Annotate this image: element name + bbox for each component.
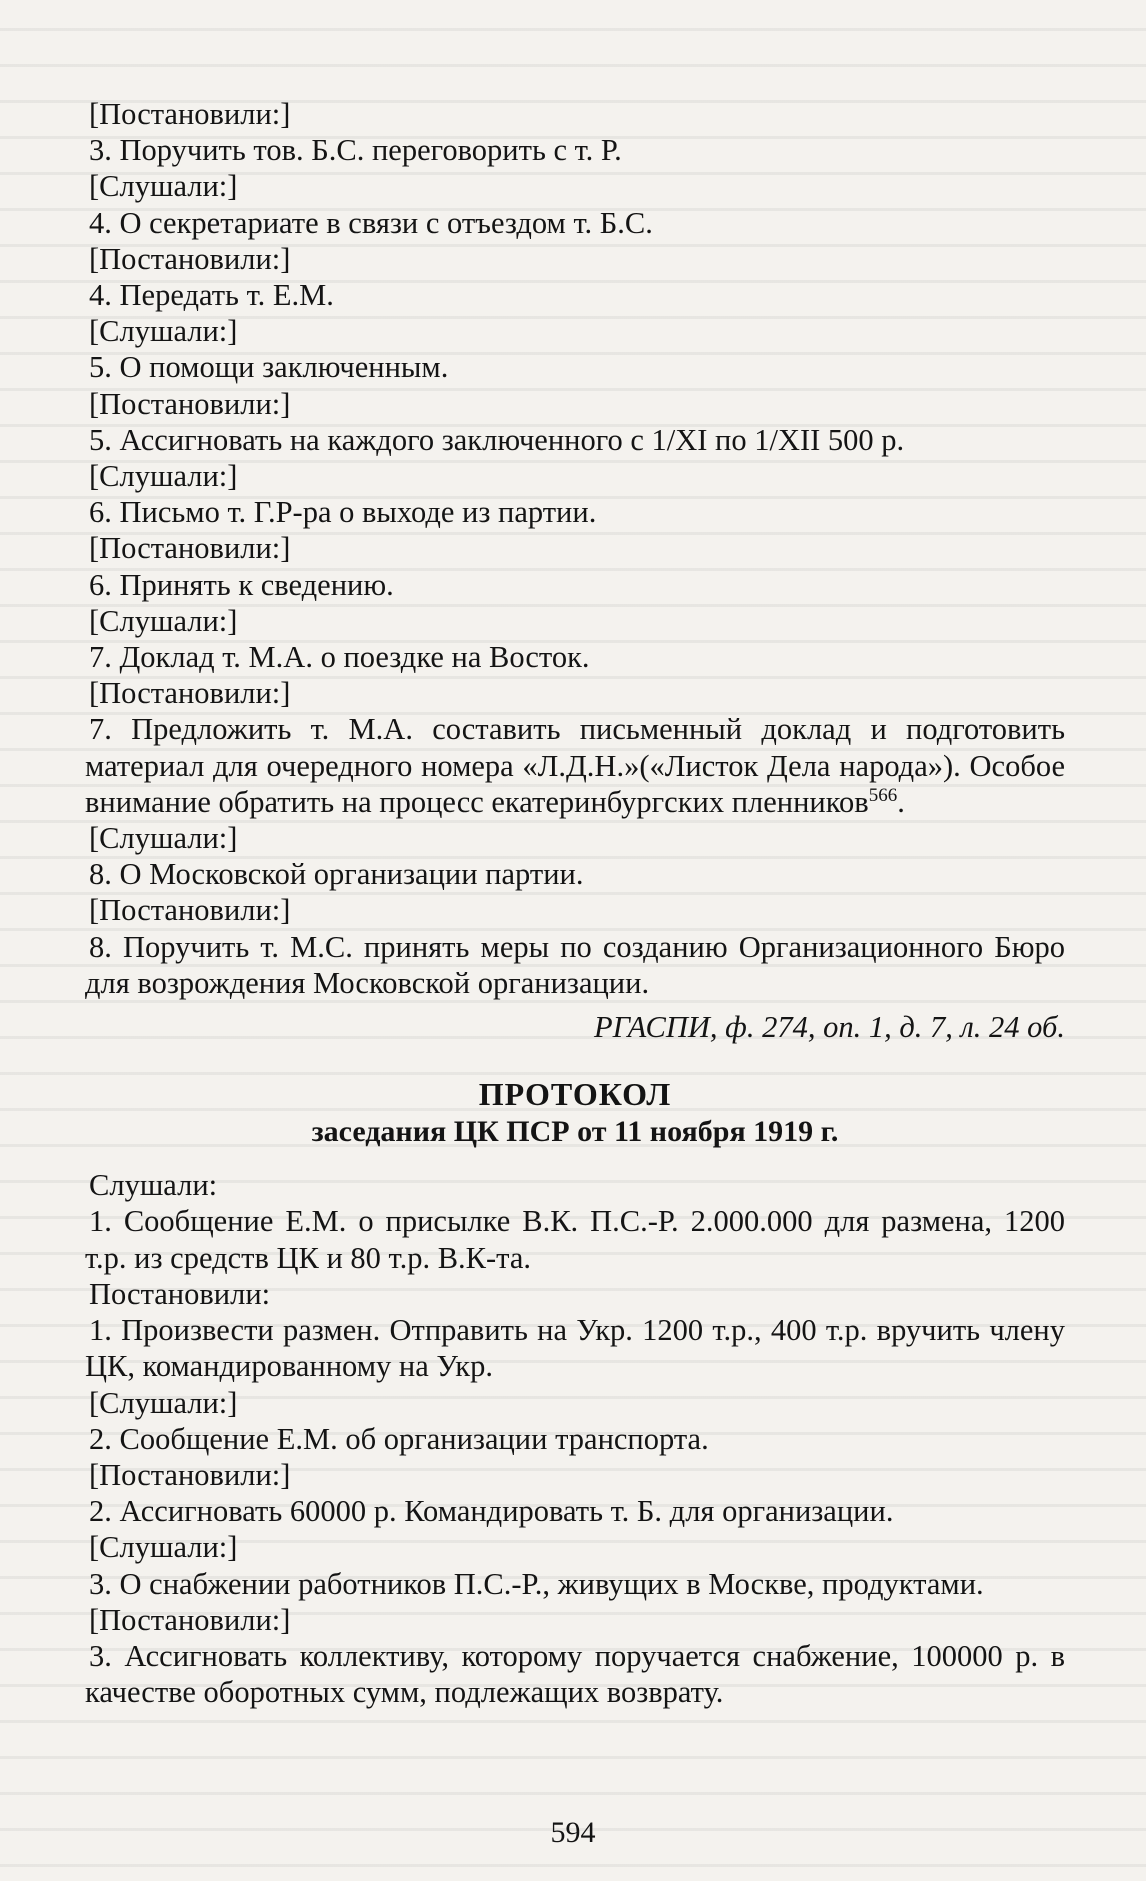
- resolution-paragraph: 3. Ассигновать коллективу, которому поручается снабжение, 100000 р. в качестве оборотных сумм, подлежащих возврату.: [85, 1638, 1065, 1710]
- section-marker: [Слушали:]: [89, 1385, 238, 1420]
- section-marker: [Постановили:]: [89, 1602, 291, 1637]
- section-marker: [Слушали:]: [89, 459, 238, 494]
- resolution-paragraph: 8. Поручить т. М.С. принять меры по созданию Организационного Бюро для возрождения Московской организации.: [85, 929, 1065, 1000]
- section-marker: Слушали:: [89, 1168, 218, 1203]
- agenda-item: 7. Доклад т. М.А. о поездке на Восток.: [89, 640, 590, 675]
- section-marker: [Постановили:]: [89, 241, 291, 276]
- resolution-text: 4. Передать т. Е.М.: [89, 278, 334, 313]
- section-marker: [Слушали:]: [89, 169, 238, 204]
- protocol-title: ПРОТОКОЛ: [478, 1076, 672, 1113]
- section-marker: [Постановили:]: [89, 1457, 291, 1492]
- section-marker: Постановили:: [89, 1276, 271, 1311]
- archive-source-citation: РГАСПИ, ф. 274, оп. 1, д. 7, л. 24 об.: [593, 1010, 1065, 1045]
- agenda-item: 4. О секретариате в связи с отъездом т. Б.С.: [89, 205, 653, 240]
- agenda-item: 8. О Московской организации партии.: [89, 857, 584, 892]
- agenda-item: 5. О помощи заключенным.: [89, 350, 449, 385]
- resolution-end: .: [897, 784, 905, 819]
- resolution-text: 2. Ассигновать 60000 р. Командировать т. Б. для организации.: [89, 1494, 894, 1529]
- resolution-text: 3. Поручить тов. Б.С. переговорить с т. Р.: [89, 133, 622, 168]
- agenda-paragraph: 3. О снабжении работников П.С.-Р., живущих в Москве, продуктами.: [89, 1566, 984, 1601]
- resolution-text: 7. Предложить т. М.А. составить письменный доклад и подготовить материал для очередного номера «Л.Д.Н.»(«Листок Дела народа»). Особое внимание обратить на процесс екатеринбургских пленников: [85, 712, 1065, 819]
- footnote-ref: 566: [868, 784, 898, 806]
- resolution-paragraph: 1. Произвести размен. Отправить на Укр. 1200 т.р., 400 т.р. вручить члену ЦК, командированному на Укр.: [85, 1313, 1065, 1384]
- page-number: 594: [550, 1816, 596, 1849]
- agenda-item: 2. Сообщение Е.М. об организации транспорта.: [89, 1421, 709, 1456]
- section-marker: [Слушали:]: [89, 603, 238, 638]
- section-marker: [Постановили:]: [89, 531, 291, 566]
- agenda-item: 6. Письмо т. Г.Р-ра о выходе из партии.: [89, 495, 597, 530]
- section-marker: [Постановили:]: [89, 386, 291, 421]
- section-marker: [Постановили:]: [89, 676, 291, 711]
- section-marker: [Слушали:]: [89, 1530, 238, 1565]
- resolution-paragraph: [85, 711, 1065, 820]
- agenda-paragraph: 1. Сообщение Е.М. о присылке В.К. П.С.-Р. 2.000.000 для размена, 1200 т.р. из средств ЦК и 80 т.р. В.К-та.: [85, 1204, 1065, 1275]
- document-page: [85, 96, 1065, 1710]
- section-marker: [Слушали:]: [89, 314, 238, 349]
- section-marker: [Постановили:]: [89, 97, 291, 131]
- section-marker: [Постановили:]: [89, 893, 291, 928]
- resolution-text: 5. Ассигновать на каждого заключенного с 1/XI по 1/XII 500 р.: [89, 422, 905, 457]
- section-marker: [Слушали:]: [89, 821, 238, 856]
- resolution-text: 6. Принять к сведению.: [89, 567, 394, 602]
- protocol-subtitle: заседания ЦК ПСР от 11 ноября 1919 г.: [311, 1115, 839, 1149]
